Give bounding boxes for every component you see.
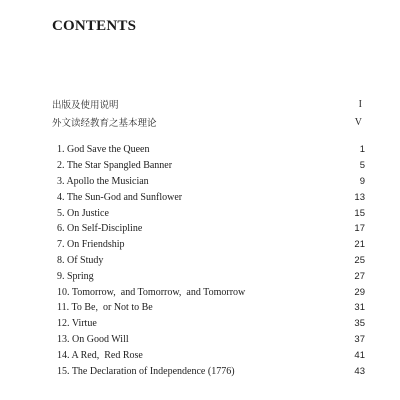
front-matter-page: I bbox=[358, 98, 362, 110]
entry-number: 3. bbox=[57, 175, 65, 187]
contents-entry bbox=[57, 221, 365, 237]
entry-label bbox=[57, 239, 125, 250]
page-title: CONTENTS bbox=[52, 18, 137, 34]
entry-number: 11. bbox=[57, 302, 70, 314]
entry-page-number: 21 bbox=[354, 239, 365, 251]
contents-entry bbox=[57, 332, 365, 348]
entry-page-number: 43 bbox=[354, 365, 365, 377]
front-matter-label: 外文读经教育之基本理论 bbox=[52, 118, 157, 129]
entry-number: 6. bbox=[57, 223, 65, 235]
entry-title: Virtue bbox=[71, 318, 97, 330]
entry-number: 12. bbox=[57, 318, 70, 330]
entry-page-number: 15 bbox=[354, 207, 365, 219]
entry-page-number: 17 bbox=[354, 223, 365, 235]
contents-entry bbox=[57, 316, 365, 332]
entry-label bbox=[57, 208, 109, 219]
contents-entry bbox=[57, 174, 365, 190]
entry-label bbox=[57, 160, 172, 171]
entry-label bbox=[57, 144, 149, 155]
entry-title: On Friendship bbox=[67, 239, 125, 251]
entry-number: 15. bbox=[57, 365, 70, 377]
front-matter-item bbox=[52, 113, 362, 131]
contents-list bbox=[57, 142, 365, 379]
contents-entry bbox=[57, 253, 365, 269]
entry-number: 1. bbox=[57, 144, 65, 156]
entry-page-number: 29 bbox=[354, 286, 365, 298]
front-matter-label: 出版及使用说明 bbox=[52, 100, 119, 111]
entry-label bbox=[57, 271, 94, 282]
entry-number: 8. bbox=[57, 254, 65, 266]
entry-title: On Justice bbox=[67, 207, 109, 219]
entry-page-number: 37 bbox=[354, 333, 365, 345]
entry-page-number: 9 bbox=[359, 175, 365, 187]
contents-entry bbox=[57, 300, 365, 316]
front-matter-page: V bbox=[354, 116, 362, 128]
entry-page-number: 35 bbox=[354, 318, 365, 330]
entry-page-number: 5 bbox=[359, 160, 365, 172]
entry-title: Of Study bbox=[67, 254, 104, 266]
entry-title: The Star Spangled Banner bbox=[66, 160, 173, 172]
contents-entry bbox=[57, 158, 365, 174]
entry-title: Spring bbox=[67, 270, 94, 282]
entry-number: 2. bbox=[57, 160, 65, 172]
entry-page-number: 1 bbox=[359, 144, 365, 156]
contents-entry bbox=[57, 142, 365, 158]
contents-entry bbox=[57, 347, 365, 363]
entry-title: To Be, or Not to Be bbox=[71, 302, 153, 314]
entry-number: 13. bbox=[57, 333, 70, 345]
front-matter-list bbox=[52, 95, 362, 131]
front-matter-item bbox=[52, 95, 362, 113]
contents-entry bbox=[57, 237, 365, 253]
entry-title: On Self-Discipline bbox=[67, 223, 143, 235]
entry-number: 10. bbox=[57, 286, 70, 298]
entry-label bbox=[57, 302, 153, 313]
entry-number: 4. bbox=[57, 191, 65, 203]
entry-number: 7. bbox=[57, 239, 65, 251]
entry-page-number: 25 bbox=[354, 254, 365, 266]
entry-title: Tomorrow, and Tomorrow, and Tomorrow bbox=[71, 286, 246, 298]
entry-number: 9. bbox=[57, 270, 65, 282]
contents-entry bbox=[57, 363, 365, 379]
entry-title: The Declaration of Independence (1776) bbox=[71, 365, 235, 377]
entry-title: God Save the Queen bbox=[67, 144, 150, 156]
entry-label bbox=[57, 350, 143, 361]
entry-label bbox=[57, 192, 182, 203]
entry-title: The Sun-God and Sunflower bbox=[66, 191, 183, 203]
contents-entry bbox=[57, 189, 365, 205]
contents-entry bbox=[57, 268, 365, 284]
entry-page-number: 13 bbox=[354, 191, 365, 203]
entry-label bbox=[57, 318, 97, 329]
entry-number: 14. bbox=[57, 349, 70, 361]
entry-page-number: 27 bbox=[354, 270, 365, 282]
entry-number: 5. bbox=[57, 207, 65, 219]
entry-label bbox=[57, 223, 142, 234]
entry-page-number: 31 bbox=[354, 302, 365, 314]
entry-label bbox=[57, 334, 129, 345]
entry-label bbox=[57, 287, 245, 298]
entry-title: A Red, Red Rose bbox=[71, 349, 143, 361]
entry-page-number: 41 bbox=[354, 349, 365, 361]
entry-label bbox=[57, 255, 103, 266]
entry-label bbox=[57, 176, 149, 187]
contents-entry bbox=[57, 284, 365, 300]
contents-entry bbox=[57, 205, 365, 221]
entry-title: On Good Will bbox=[72, 333, 129, 345]
entry-label bbox=[57, 366, 235, 377]
entry-title: Apollo the Musician bbox=[66, 175, 149, 187]
